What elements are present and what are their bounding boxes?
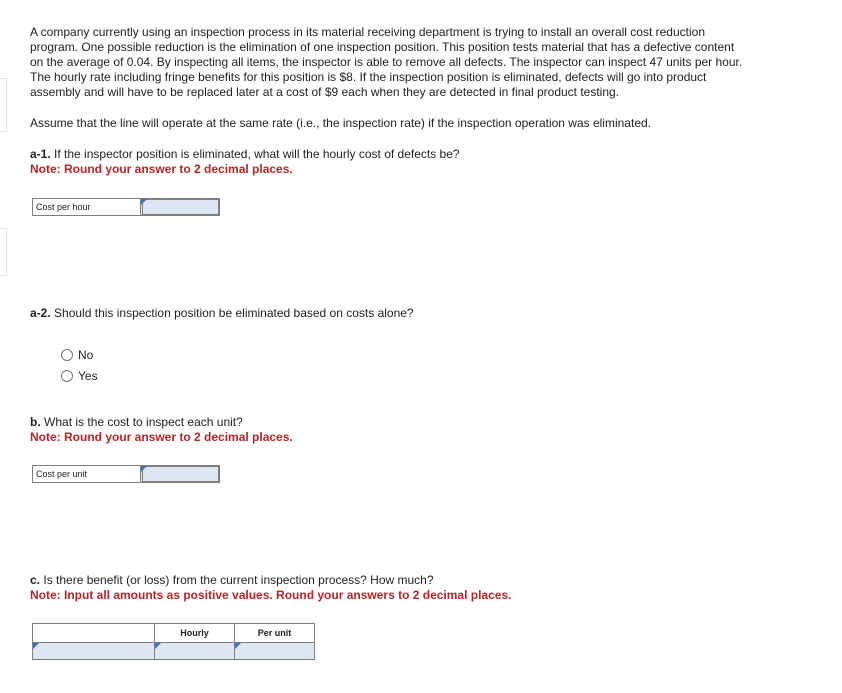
answer-label: Cost per hour	[32, 198, 141, 216]
question-number: a-2.	[30, 306, 51, 320]
note-c: Note: Input all amounts as positive values. Round your answers to 2 decimal places.	[30, 588, 512, 602]
intro-line: A company currently using an inspection process in its material receiving department is trying to install an overall cost reduction	[30, 25, 705, 39]
question-text: What is the cost to inspect each unit?	[44, 415, 243, 429]
radio-button[interactable]	[61, 349, 73, 361]
flag-icon	[155, 643, 161, 649]
side-panel-edge-2	[0, 228, 7, 276]
hourly-input[interactable]	[155, 643, 235, 660]
question-text: Is there benefit (or loss) from the current inspection process? How much?	[43, 573, 434, 587]
intro-line: program. One possible reduction is the elimination of one inspection position. This position tests material that has a defective content	[30, 40, 735, 54]
flag-icon	[33, 643, 39, 649]
question-text: If the inspector position is eliminated, what will the hourly cost of defects be?	[54, 147, 460, 161]
flag-icon	[141, 466, 147, 472]
header-per-unit: Per unit	[235, 624, 315, 643]
table-header-row	[33, 624, 315, 643]
question-c	[30, 573, 434, 588]
note-a1: Note: Round your answer to 2 decimal places.	[30, 162, 293, 176]
question-number: c.	[30, 573, 41, 587]
answer-row-cost-per-hour	[32, 198, 220, 216]
per-unit-input[interactable]	[235, 643, 315, 660]
question-b	[30, 415, 243, 430]
answer-row-cost-per-unit	[32, 465, 220, 483]
flag-icon	[235, 643, 241, 649]
table-row	[33, 643, 315, 660]
benefit-loss-select[interactable]	[33, 643, 155, 660]
radio-label: No	[78, 348, 94, 362]
intro-line: on the average of 0.04. By inspecting all items, the inspector is able to remove all defects. The inspector can inspect 47 units per hour.	[30, 55, 743, 69]
question-text: Should this inspection position be eliminated based on costs alone?	[54, 306, 414, 320]
note-b: Note: Round your answer to 2 decimal places.	[30, 430, 293, 444]
answer-label: Cost per unit	[32, 465, 141, 483]
radio-option-yes[interactable]	[61, 368, 98, 384]
cost-per-hour-input[interactable]	[141, 198, 220, 216]
cost-per-unit-input[interactable]	[141, 465, 220, 483]
radio-option-no[interactable]	[61, 347, 93, 363]
header-blank	[33, 624, 155, 643]
flag-icon	[141, 199, 147, 205]
intro-line: The hourly rate including fringe benefits for this position is $8. If the inspection position is eliminated, defects will go into product	[30, 70, 707, 84]
header-hourly: Hourly	[155, 624, 235, 643]
side-panel-edge-1	[0, 78, 7, 132]
radio-button[interactable]	[61, 370, 73, 382]
intro-line: assembly and will have to be replaced later at a cost of $9 each when they are detected in final product testing.	[30, 85, 620, 99]
radio-label: Yes	[78, 369, 98, 383]
benefit-loss-table	[32, 623, 315, 660]
question-number: a-1.	[30, 147, 51, 161]
question-a2	[30, 306, 414, 321]
question-a1	[30, 147, 460, 162]
assumption-text: Assume that the line will operate at the same rate (i.e., the inspection rate) if the inspection operation was eliminated.	[30, 116, 651, 130]
question-number: b.	[30, 415, 41, 429]
